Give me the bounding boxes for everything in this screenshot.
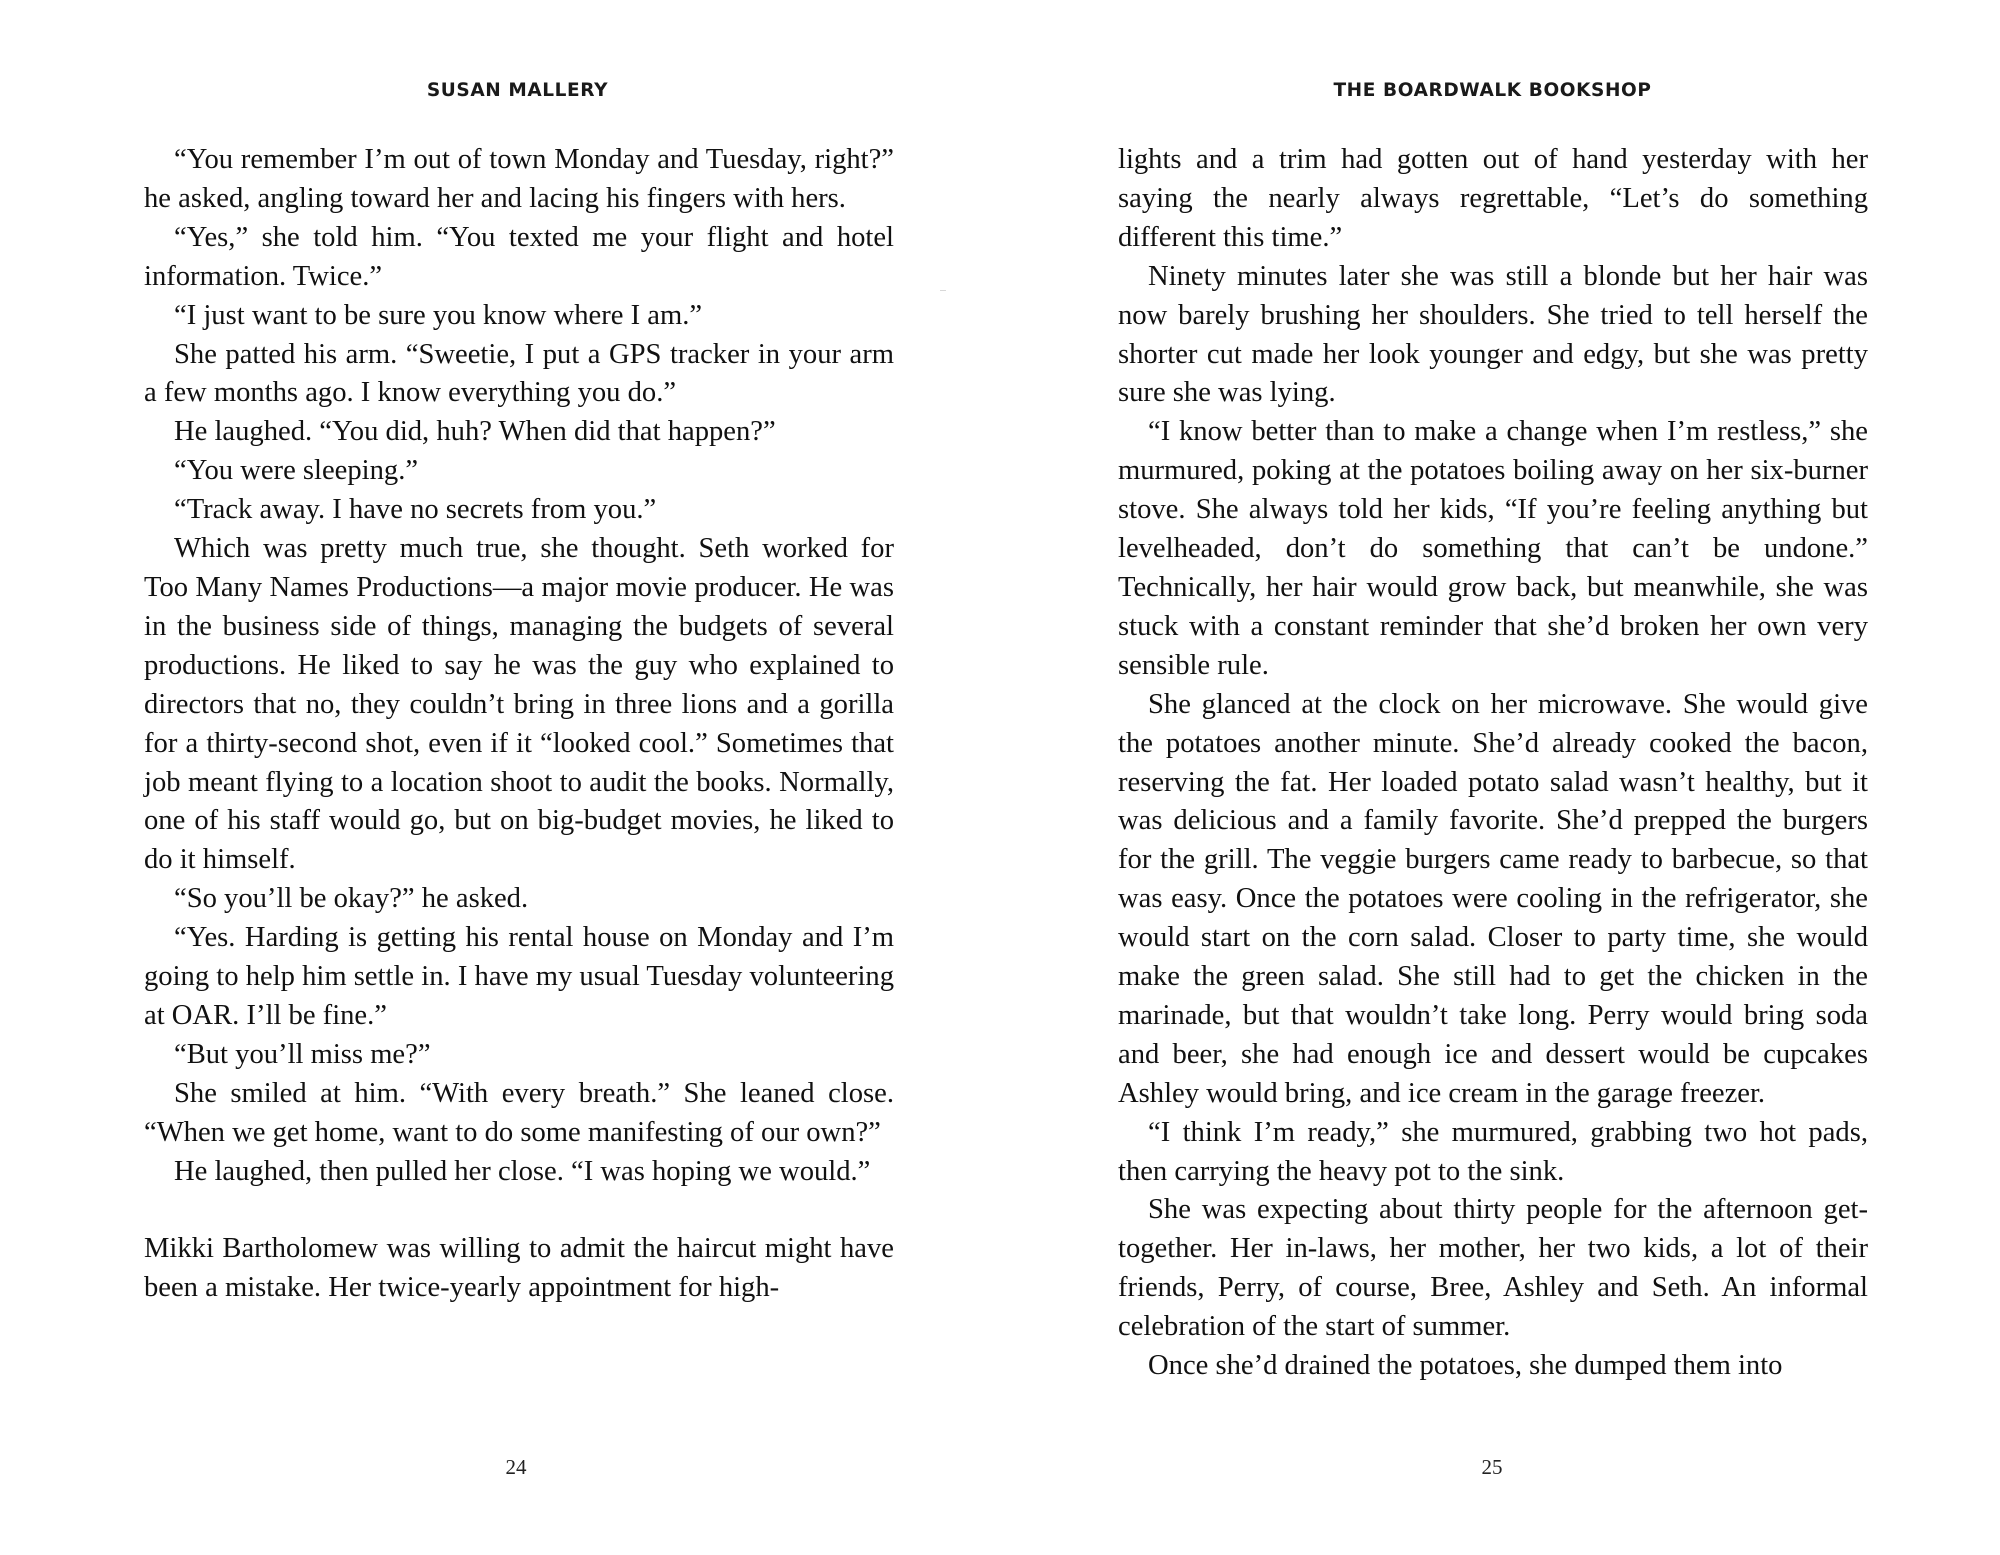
continued-paragraph: lights and a trim had gotten out of hand yesterday with her saying the nearly always regrettable, “Let’s do something different this time.” xyxy=(1118,144,1868,253)
left-running-head: SUSAN MALLERY xyxy=(426,80,609,101)
right-page xyxy=(1000,0,2000,1555)
left-page-number: 24 xyxy=(505,1455,527,1479)
paragraph: “Track away. I have no secrets from you.” xyxy=(174,494,657,526)
section-start-paragraph: Mikki Bartholomew was willing to admit the haircut might have been a mistake. Her twice-yearly appointment for high- xyxy=(144,1233,894,1304)
paragraph: She was expecting about thirty people for the afternoon get-together. Her in-laws, her mother, her two kids, a lot of their friends, Perry, of course, Bree, Ashley and Seth. An informal celebration of the start of summer. xyxy=(1118,1194,1868,1343)
paragraph: Which was pretty much true, she thought. Seth worked for Too Many Names Productions—a major movie producer. He was in the business side of things, managing the budgets of several productions. He liked to say he was the guy who explained to directors that no, they couldn’t bring in three lions and a gorilla for a thirty-second shot, even if it “looked cool.” Sometimes that job meant flying to a location shoot to audit the books. Normally, one of his staff would go, but on big-budget movies, he liked to do it himself. xyxy=(144,533,894,876)
right-page-number: 25 xyxy=(1481,1455,1503,1479)
paragraph: She glanced at the clock on her microwave. She would give the potatoes another minute. She’d already cooked the bacon, reserving the fat. Her loaded potato salad wasn’t healthy, but it was delicious and a family favorite. She’d prepped the burgers for the grill. The veggie burgers came ready to barbecue, so that was easy. Once the potatoes were cooling in the refrigerator, she would start on the corn salad. Closer to party time, she would make the green salad. She still had to get the chicken in the marinade, but that wouldn’t take long. Perry would bring soda and beer, she had enough ice and dessert would be cupcakes Ashley would bring, and ice cream in the garage freezer. xyxy=(1118,688,1868,1109)
right-body-text xyxy=(1118,141,1868,1386)
left-body-text xyxy=(144,141,894,1308)
paragraph: “You remember I’m out of town Monday and Tuesday, right?” he asked, angling toward her and lacing his fingers with hers. xyxy=(144,144,894,214)
paragraph: “You were sleeping.” xyxy=(174,455,419,487)
paragraph: Ninety minutes later she was still a blonde but her hair was now barely brushing her shoulders. She tried to tell herself the shorter cut made her look younger and edgy, but she was pretty sure she was lying. xyxy=(1118,260,1868,409)
paragraph: “I think I’m ready,” she murmured, grabbing two hot pads, then carrying the heavy pot to the sink. xyxy=(1118,1116,1868,1187)
paragraph: She patted his arm. “Sweetie, I put a GPS tracker in your arm a few months ago. I know everything you do.” xyxy=(144,338,894,409)
paragraph: “I know better than to make a change when I’m restless,” she murmured, poking at the potatoes boiling away on her six-burner stove. She always told her kids, “If you’re feeling anything but levelheaded, don’t do something that can’t be undone.” Technically, her hair would grow back, but meanwhile, she was stuck with a constant reminder that she’d broken her own very sensible rule. xyxy=(1118,416,1868,681)
right-running-head: THE BOARDWALK BOOKSHOP xyxy=(1333,80,1652,101)
gutter-speck xyxy=(940,290,946,291)
paragraph: He laughed. “You did, huh? When did that happen?” xyxy=(174,416,776,448)
paragraph: “Yes,” she told him. “You texted me your flight and hotel information. Twice.” xyxy=(144,221,894,292)
paragraph: “But you’ll miss me?” xyxy=(174,1038,431,1070)
paragraph: “I just want to be sure you know where I am.” xyxy=(174,299,703,331)
paragraph: “Yes. Harding is getting his rental house on Monday and I’m going to help him settle in. I have my usual Tuesday volunteering at OAR. I’ll be fine.” xyxy=(144,922,894,1031)
paragraph: She smiled at him. “With every breath.” She leaned close. “When we get home, want to do some manifesting of our own?” xyxy=(144,1077,894,1148)
paragraph: He laughed, then pulled her close. “I was hoping we would.” xyxy=(174,1155,871,1187)
paragraph: Once she’d drained the potatoes, she dumped them into xyxy=(1148,1350,1783,1382)
paragraph: “So you’ll be okay?” he asked. xyxy=(174,883,529,915)
